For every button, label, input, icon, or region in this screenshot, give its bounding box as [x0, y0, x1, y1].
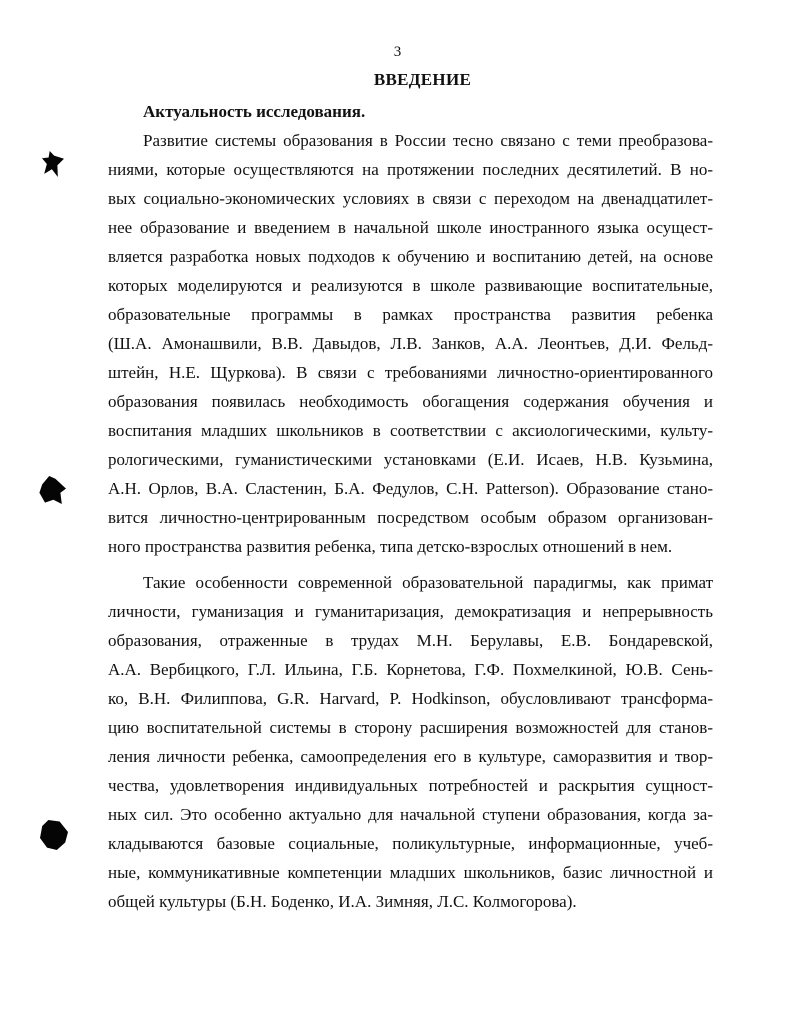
text-line: (Ш.А. Амонашвили, В.В. Давыдов, Л.В. Занков, А.А. Леонтьев, Д.И. Фельд- [108, 334, 713, 353]
text-line: ниями, которые осуществляются на протяжении последних десятилетий. В но- [108, 160, 713, 179]
text-line: ного пространства развития ребенка, типа детско-взрослых отношений в нем. [108, 537, 673, 556]
text-line: Такие особенности современной образовательной парадигмы, как примат [143, 573, 713, 592]
text-line: ко, В.Н. Филиппова, G.R. Harvard, P. Hodkinson, обусловливают трансформа- [108, 689, 713, 708]
text-line: вых социально-экономических условиях в связи с переходом на двенадцатилет- [108, 189, 713, 208]
text-line: вляется разработка новых подходов к обучению и воспитанию детей, на основе [108, 247, 713, 266]
text-line: рологическими, гуманистическими установками (Е.И. Исаев, Н.В. Кузьмина, [108, 450, 713, 469]
text-line: кладываются базовые социальные, поликультурные, информационные, учеб- [108, 834, 713, 853]
ink-blot-mark [40, 820, 68, 850]
ink-blot-mark [38, 476, 66, 504]
text-line: личности, гуманизация и гуманитаризация, демократизация и непрерывность [108, 602, 713, 621]
text-line: Развитие системы образования в России тесно связано с теми преобразова- [143, 131, 713, 150]
text-line: А.А. Вербицкого, Г.Л. Ильина, Г.Б. Корнетова, Г.Ф. Похмелкиной, Ю.В. Сень- [108, 660, 713, 679]
ink-blot-mark [42, 151, 64, 177]
text-line: ные, коммуникативные компетенции младших школьников, базис личностной и [108, 863, 713, 882]
text-line: образования появилась необходимость обогащения содержания обучения и [108, 392, 713, 411]
page-number: 3 [393, 44, 402, 60]
text-line: которых моделируются и реализуются в школе развивающие воспитательные, [108, 276, 713, 295]
text-line: чества, удовлетворения индивидуальных потребностей и раскрытия сущност- [108, 776, 713, 795]
text-line: воспитания младших школьников в соответствии с аксиологическими, культу- [108, 421, 713, 440]
paragraph-2 [108, 568, 713, 916]
text-line: ления личности ребенка, самоопределения его в культуре, саморазвития и твор- [108, 747, 713, 766]
text-line: штейн, Н.Е. Щуркова). В связи с требованиями личностно-ориентированного [108, 363, 713, 382]
text-line: образования, отраженные в трудах М.Н. Берулавы, Е.В. Бондаревской, [108, 631, 713, 650]
text-line: вится личностно-центрированным посредством особым образом организован- [108, 508, 713, 527]
text-line: ных сил. Это особенно актуально для начальной ступени образования, когда за- [108, 805, 713, 824]
text-line: образовательные программы в рамках пространства развития ребенка [108, 305, 713, 324]
text-line: нее образование и введением в начальной школе иностранного языка осущест- [108, 218, 713, 237]
page-title: ВВЕДЕНИЕ [373, 70, 472, 89]
text-line: А.Н. Орлов, В.А. Сластенин, Б.А. Федулов, С.Н. Patterson). Образование стано- [108, 479, 713, 498]
text-line: цию воспитательной системы в сторону расширения возможностей для станов- [108, 718, 713, 737]
text-line: общей культуры (Б.Н. Боденко, И.А. Зимняя, Л.С. Колмогорова). [108, 892, 577, 911]
paragraph-1 [108, 126, 713, 561]
section-subtitle: Актуальность исследования. [143, 102, 366, 121]
